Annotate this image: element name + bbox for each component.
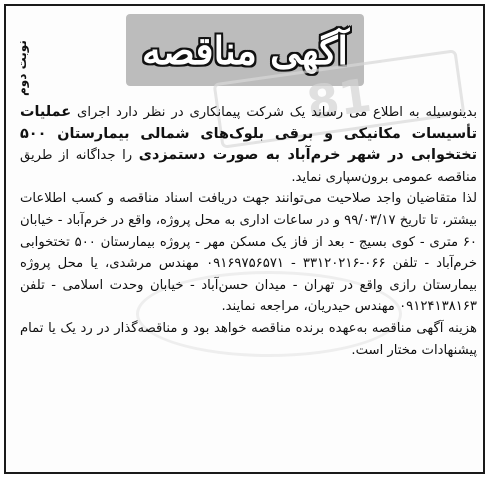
notice-body <box>20 102 477 361</box>
project-title: عملیات تأسیسات مکانیکی و برقی بلوک‌های شمالی بیمارستان ۵۰۰ تختخوابی در شهر خرم‌آباد به صورت دستمزدی <box>20 104 477 164</box>
intro-text: بدینوسیله به اطلاع می رساند یک شرکت پیمانکاری در نظر دارد اجرای <box>71 105 477 120</box>
watermark-stamp: 81 <box>213 49 466 149</box>
page-title: آگهی مناقصه <box>142 27 348 73</box>
intro-outro: را جداگانه از طریق مناقصه عمومی برون‌سپاری نماید. <box>20 148 477 185</box>
paragraph-details: لذا متقاضیان واجد صلاحیت می‌توانند جهت دریافت اسناد مناقصه و کسب اطلاعات بیشتر، تا تاریخ ۹۹/۰۳/۱۷ و در ساعات اداری به محل پروژه، واقع در خرم‌آباد - خیابان ۶۰ متری - کوی بسیج - بعد از فاز یک مسکن مهر - پروژه بیمارستان ۵۰۰ تختخوابی خرم‌آباد - تلفن ۰۶۶-۳۳۱۲۰۲۱۶ - ۰۹۱۶۹۷۵۶۵۷۱ مهندس مرشدی، یا محل پروژه بیمارستان رازی واقع در تهران - میدان حسن‌آباد - خیابان وحدت اسلامی - تلفن ۰۹۱۲۴۱۳۸۱۶۳ مهندس حیدریان، مراجعه نمایند. <box>20 191 477 315</box>
paragraph-costs: هزینه آگهی مناقصه به‌عهده برنده مناقصه خواهد بود و مناقصه‌گذار در رد یک یا تمام پیشنهادات مختار است. <box>20 320 477 358</box>
insertion-label: نوبت دوم <box>15 40 29 96</box>
notice-frame <box>4 4 485 474</box>
paragraph-intro <box>20 102 477 188</box>
